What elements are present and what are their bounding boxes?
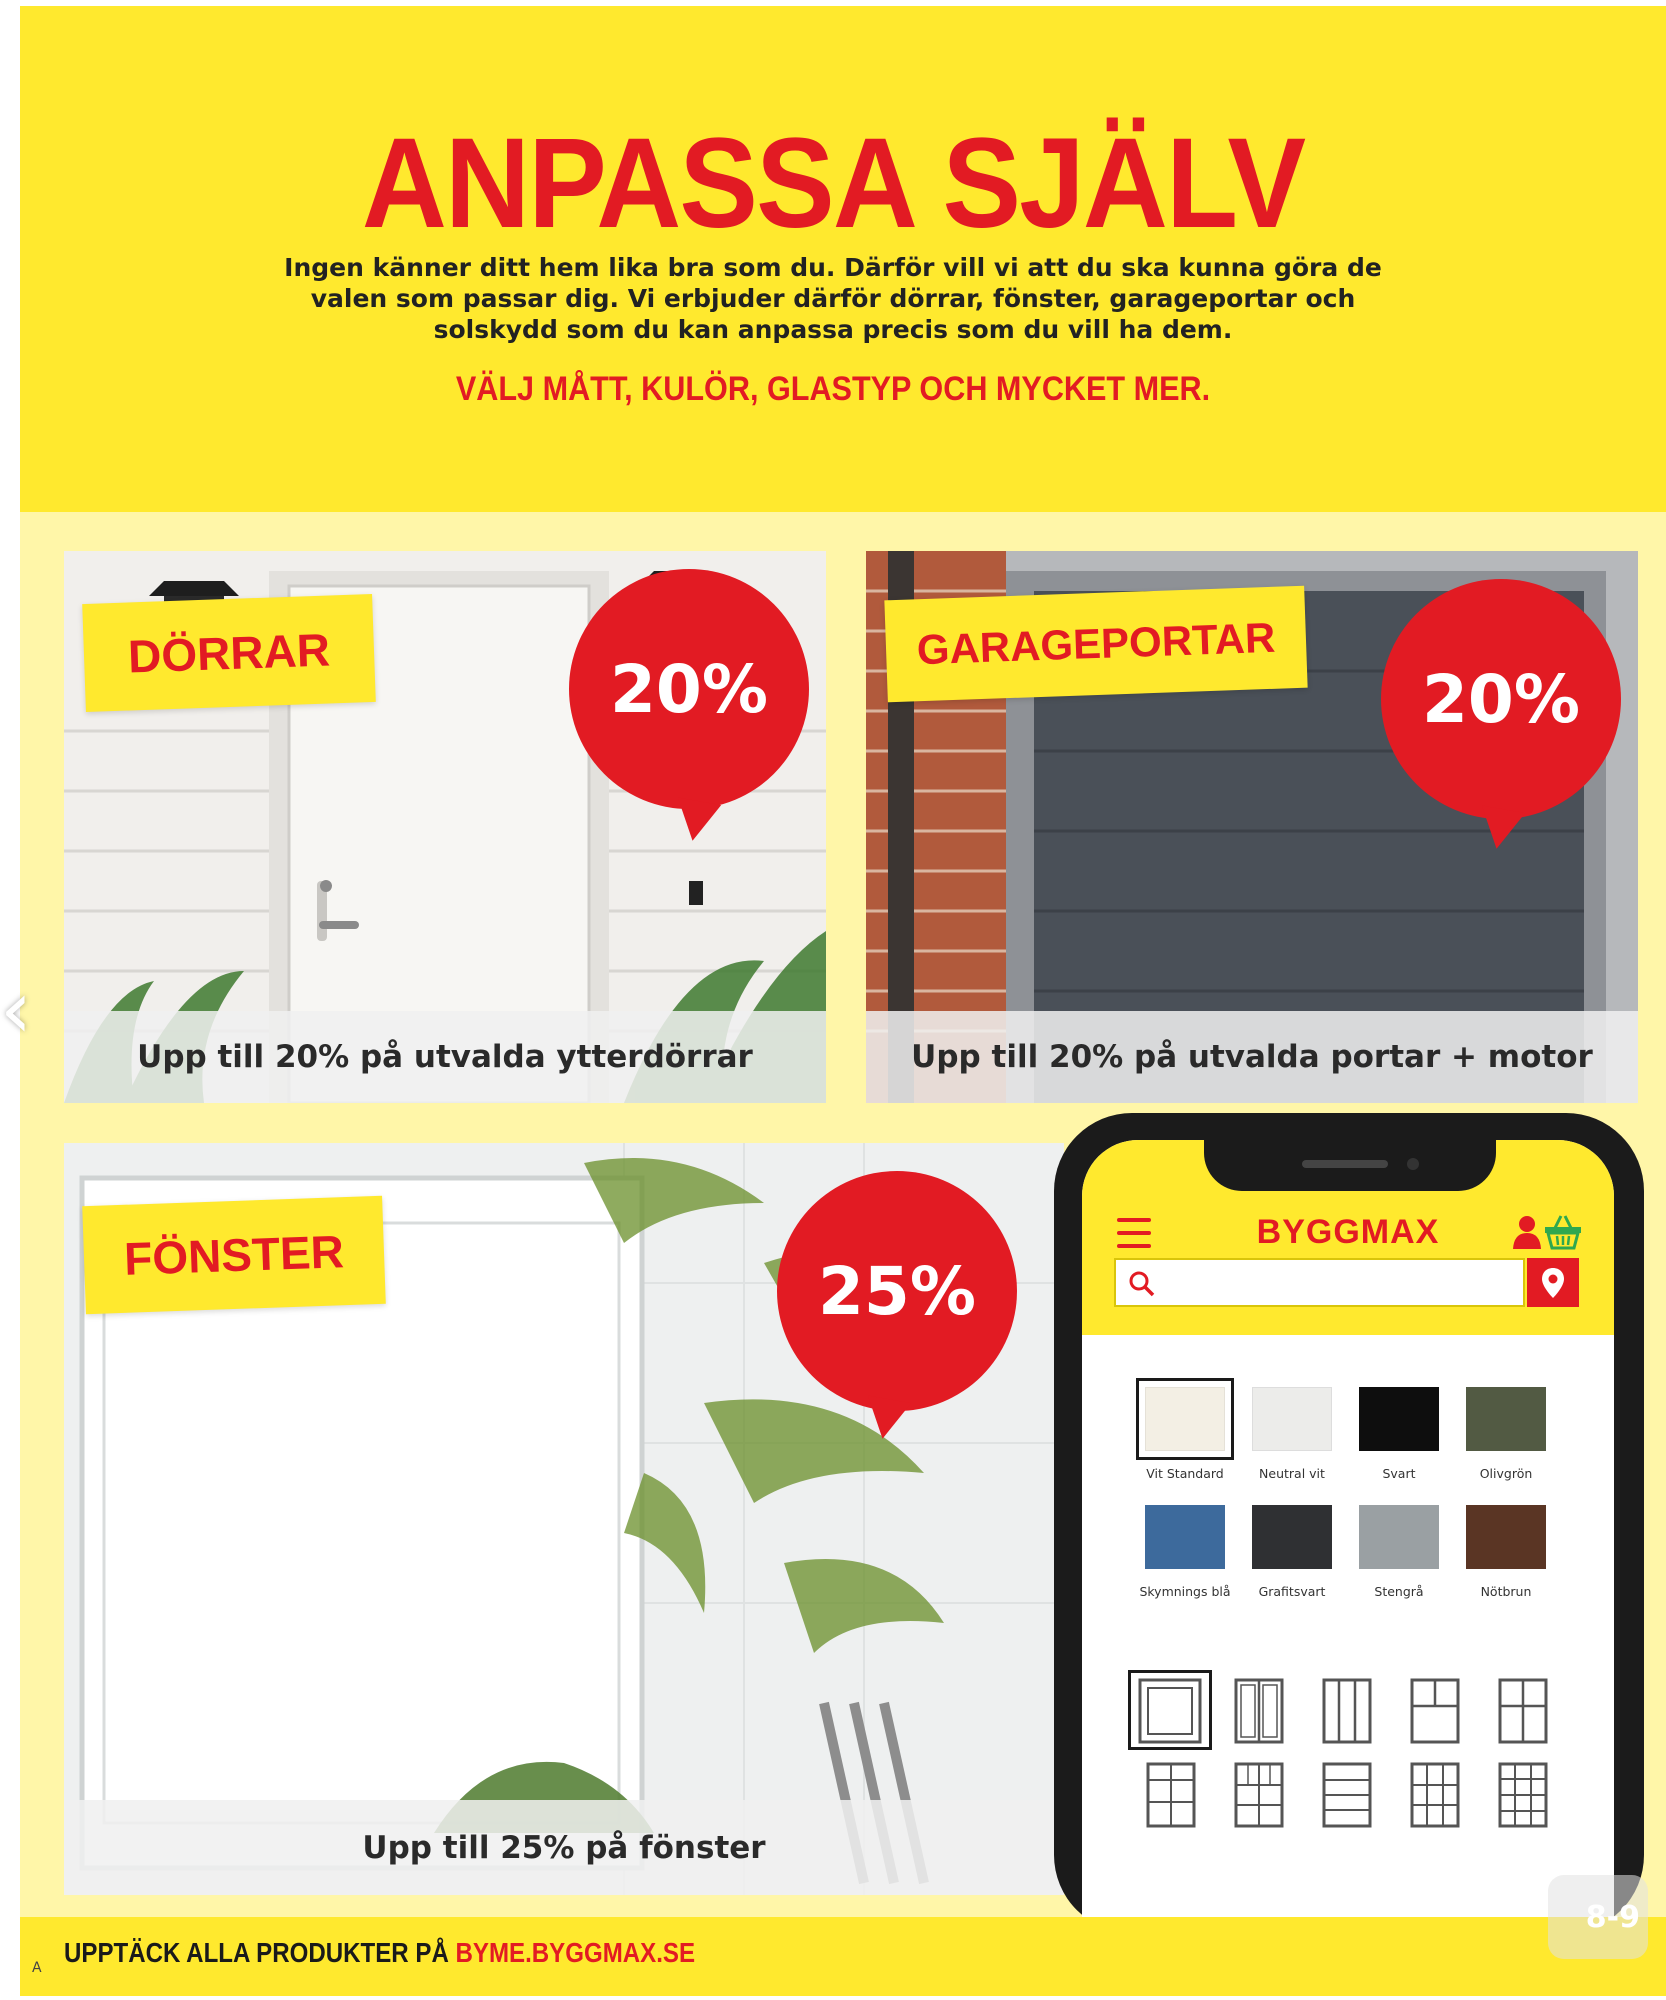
phone-speaker — [1302, 1160, 1388, 1168]
garage-panel[interactable] — [866, 551, 1638, 1103]
app-logo[interactable]: BYGGMAX — [1256, 1213, 1440, 1251]
swatch-label: Nötbrun — [1480, 1584, 1532, 1599]
intro-text: Ingen känner ditt hem lika bra som du. Därför vill vi att du ska kunna göra de valen som passar dig. Vi erbjuder därför dörrar, fönster, garageportar och solskydd som du kan anpassa precis som du vill ha dem. — [284, 253, 1382, 344]
swatch-color — [1145, 1387, 1225, 1451]
footer-text: UPPTÄCK ALLA PRODUKTER PÅ — [64, 1937, 449, 1968]
swatch-color — [1466, 1505, 1546, 1569]
location-pin-icon — [1540, 1267, 1566, 1299]
page-title: ANPASSA SJÄLV — [361, 112, 1305, 255]
phone-camera — [1407, 1158, 1419, 1170]
window-style-quad-icon[interactable] — [1498, 1678, 1548, 1744]
swatch-color — [1252, 1387, 1332, 1451]
user-icon[interactable] — [1512, 1215, 1542, 1249]
window-style-two-pane-icon[interactable] — [1234, 1678, 1284, 1744]
windows-badge-tail — [861, 1395, 911, 1442]
garage-tag: GARAGEPORTAR — [884, 586, 1307, 703]
swatch-color — [1359, 1505, 1439, 1569]
search-icon — [1128, 1270, 1156, 1298]
doors-caption: Upp till 20% på utvalda ytterdörrar — [64, 1011, 826, 1103]
basket-icon[interactable] — [1543, 1214, 1583, 1250]
windows-tag: FÖNSTER — [82, 1196, 386, 1314]
page-indicator[interactable]: 8-9 — [1548, 1875, 1648, 1959]
footer-url-link[interactable]: BYME.BYGGMAX.SE — [455, 1937, 696, 1968]
doors-discount-badge: 20% — [569, 569, 809, 809]
window-style-twelve-pane-icon[interactable] — [1498, 1762, 1548, 1828]
hamburger-icon[interactable] — [1117, 1218, 1151, 1248]
swatch-color — [1252, 1505, 1332, 1569]
swatch-color — [1466, 1387, 1546, 1451]
window-style-six-pane-icon[interactable] — [1234, 1762, 1284, 1828]
swatch-label: Vit Standard — [1146, 1466, 1224, 1481]
windows-caption: Upp till 25% på fönster — [64, 1800, 1064, 1895]
swatch-label: Grafitsvart — [1258, 1584, 1326, 1599]
swatch-color — [1359, 1387, 1439, 1451]
swatch-label: Olivgrön — [1479, 1466, 1533, 1481]
previous-page-button[interactable]: ‹ — [0, 963, 32, 1056]
window-style-top-split-icon[interactable] — [1410, 1678, 1460, 1744]
garage-discount-badge: 20% — [1381, 579, 1621, 819]
swatch-color — [1145, 1505, 1225, 1569]
window-style-nine-pane-icon[interactable] — [1410, 1762, 1460, 1828]
subheadline: VÄLJ MÅTT, KULÖR, GLASTYP OCH MYCKET MER. — [455, 370, 1211, 408]
window-style-grid-icon[interactable] — [1146, 1762, 1196, 1828]
swatch-label: Neutral vit — [1259, 1466, 1325, 1481]
windows-panel[interactable] — [64, 1143, 1064, 1895]
doors-tag: DÖRRAR — [82, 594, 376, 712]
search-input[interactable] — [1114, 1258, 1525, 1307]
corner-letter: A — [32, 1960, 42, 1976]
store-locator-button[interactable] — [1527, 1258, 1579, 1307]
garage-badge-tail — [1475, 805, 1525, 852]
window-style-horizontal-icon[interactable] — [1322, 1762, 1372, 1828]
doors-badge-tail — [671, 797, 721, 844]
swatch-label: Skymnings blå — [1139, 1584, 1231, 1599]
doors-panel[interactable] — [64, 551, 826, 1103]
window-style-three-pane-icon[interactable] — [1322, 1678, 1372, 1744]
footer-cta — [64, 1937, 695, 1969]
window-style-single-icon[interactable] — [1138, 1678, 1202, 1744]
garage-caption: Upp till 20% på utvalda portar + motor — [866, 1011, 1638, 1103]
swatch-label: Svart — [1382, 1466, 1416, 1481]
windows-discount-badge: 25% — [777, 1171, 1017, 1411]
swatch-label: Stengrå — [1374, 1584, 1424, 1599]
